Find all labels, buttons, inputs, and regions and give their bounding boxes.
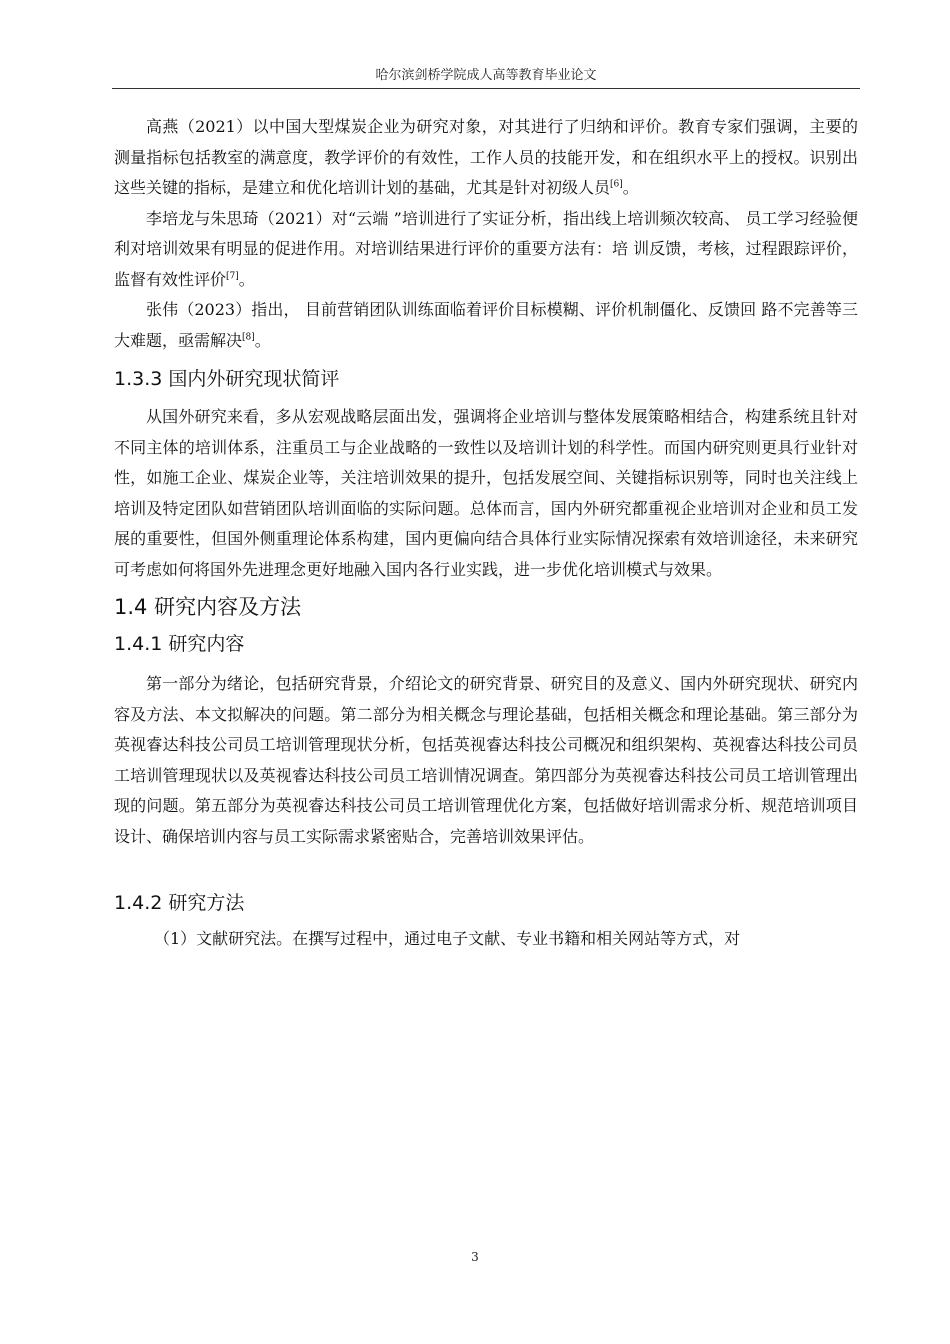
paragraph-text: 高燕（2021）以中国大型煤炭企业为研究对象，对其进行了归纳和评价。教育专家们强调，主要的测量指标包括教室的满意度，教学评价的有效性，工作人员的技能开发，和在组织水平上的授权。识别出这些关键的指标，是建立和优化培训计划的基础，尤其是针对初级人员 xyxy=(114,117,858,197)
section-heading-1-4-2: 1.4.2 研究方法 xyxy=(114,892,245,914)
citation-8: [8] xyxy=(242,332,255,343)
header-rule xyxy=(112,88,860,89)
page-number: 3 xyxy=(471,1250,479,1264)
paragraph-end: 。 xyxy=(622,178,639,197)
paragraph-end: 。 xyxy=(238,269,255,289)
paragraph-research-content: 第一部分为绪论，包括研究背景，介绍论文的研究背景、研究目的及意义、国内外研究现状、研究内容及方法、本文拟解决的问题。第二部分为相关概念与理论基础，包括相关概念和理论基础。第三部分为英视睿达科技公司员工培训管理现状分析，包括英视睿达科技公司概况和组织架构、英视睿达科技公司员工培训管理现状以及英视睿达科技公司员工培训情况调查。第四部分为英视睿达科技公司员工培训管理出现的问题。第五部分为英视睿达科技公司员工培训管理优化方案，包括做好培训需求分析、规范培训项目设计、确保培训内容与员工实际需求紧密贴合，完善培训效果评估。 xyxy=(114,674,858,846)
paragraph-review-summary: 从国外研究来看，多从宏观战略层面出发，强调将企业培训与整体发展策略相结合，构建系统且针对不同主体的培训体系，注重员工与企业战略的一致性以及培训计划的科学性。而国内研究则更具行业针对性，如施工企业、煤炭企业等，关注培训效果的提升，包括发展空间、关键指标识别等，同时也关注线上培训及特定团队如营销团队培训面临的实际问题。总体而言，国内外研究都重视企业培训对企业和员工发展的重要性，但国外侧重理论体系构建，国内更偏向结合具体行业实际情况探索有效培训途径，未来研究可考虑如何将国外先进理念更好地融入国内各行业实践，进一步优化培训模式与效果。 xyxy=(114,407,858,579)
paragraph-gao-yan xyxy=(114,112,858,204)
citation-6: [6] xyxy=(610,179,623,190)
page-body xyxy=(114,112,858,955)
paragraph-text: 李培龙与朱思琦（2021）对“云端 ”培训进行了实证分析，指出线上培训频次较高、 员工学习经验便利对培训效果有明显的促进作用。对培训结果进行评价的重要方法有：培 训反馈，考核，过程跟踪评价，监督有效性评价 xyxy=(114,208,858,289)
section-heading-1-4: 1.4 研究内容及方法 xyxy=(114,595,302,619)
paragraph-li-peilong xyxy=(114,204,858,296)
citation-7: [7] xyxy=(226,271,239,282)
paragraph-zhang-wei xyxy=(114,295,858,356)
running-header: 哈尔滨剑桥学院成人高等教育毕业论文 xyxy=(375,68,597,83)
paragraph-end: 。 xyxy=(254,330,271,350)
section-heading-1-3-3: 1.3.3 国内外研究现状简评 xyxy=(114,368,340,390)
paragraph-method-literature: （1）文献研究法。在撰写过程中，通过电子文献、专业书籍和相关网站等方式，对 xyxy=(154,929,741,948)
section-heading-1-4-1: 1.4.1 研究内容 xyxy=(114,633,245,655)
paragraph-text: 张伟（2023）指出， 目前营销团队训练面临着评价目标模糊、评价机制僵化、反馈回 路不完善等三大难题，亟需解决 xyxy=(114,300,858,350)
